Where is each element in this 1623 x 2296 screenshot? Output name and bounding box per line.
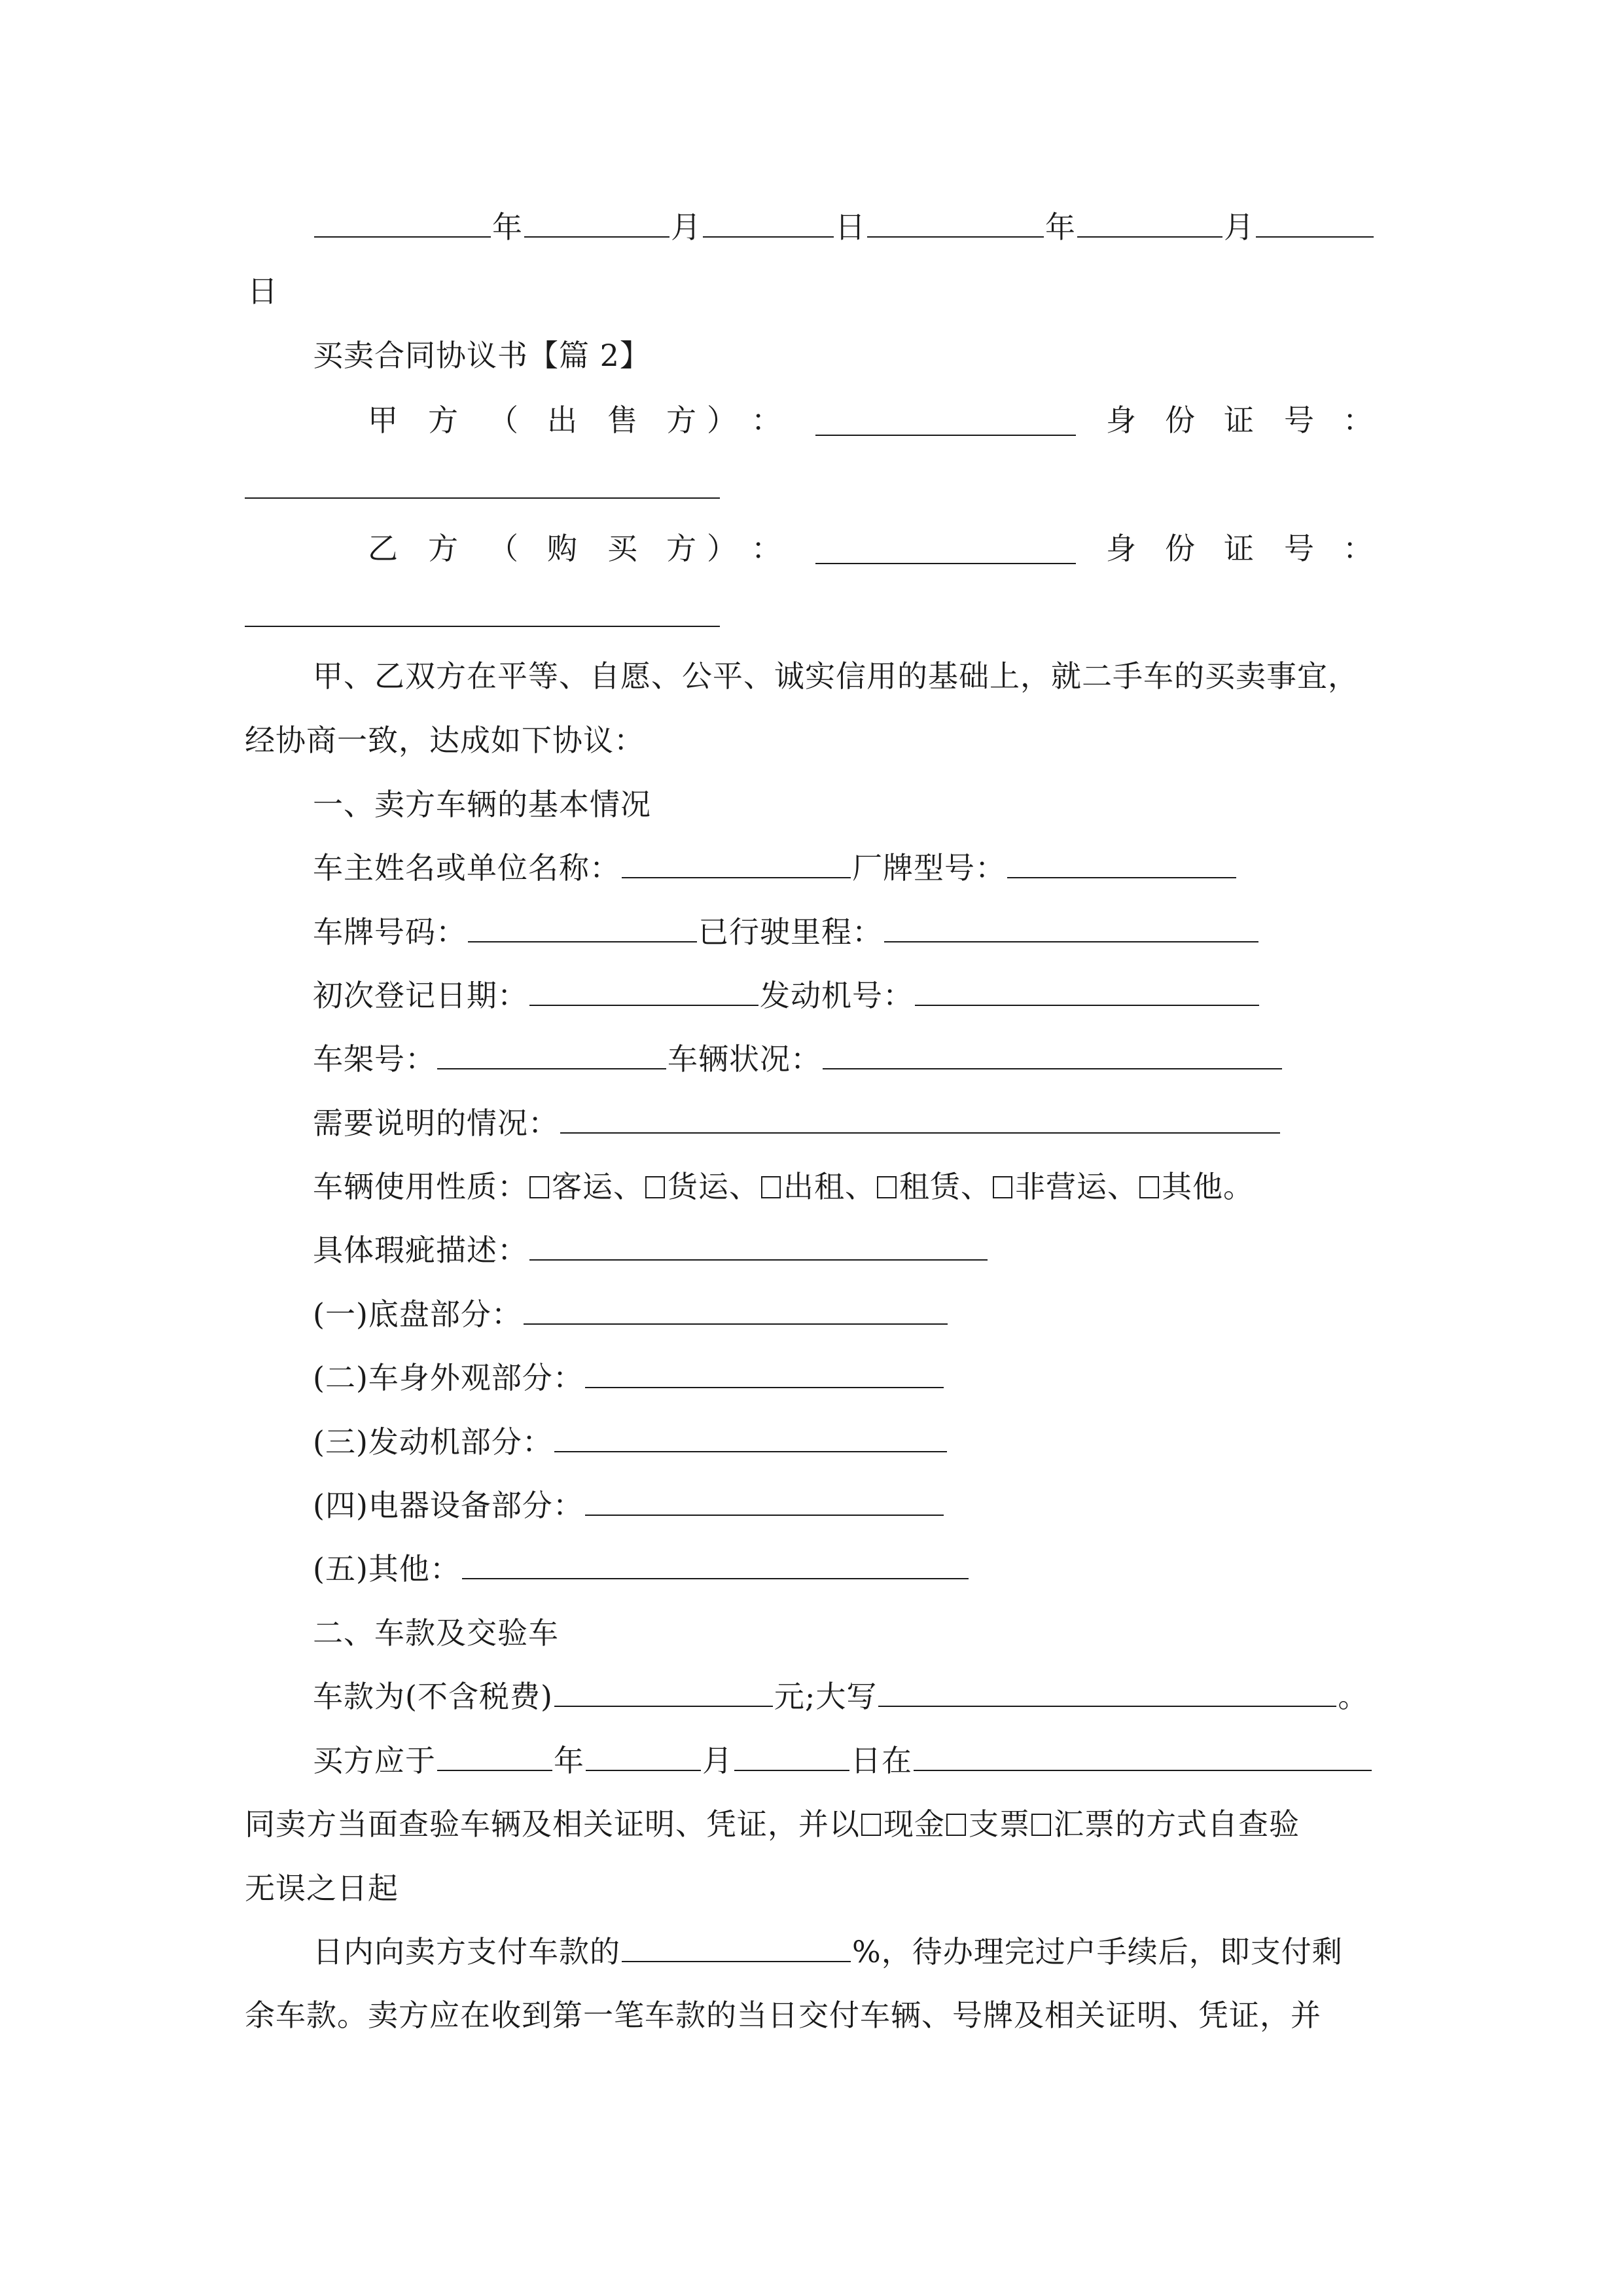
plate-mileage-row — [313, 906, 1260, 958]
inspection-method-row — [245, 1798, 1300, 1850]
checkbox-check[interactable] — [946, 1814, 966, 1836]
party-a-char: 号 — [1284, 403, 1314, 438]
electrical-blank[interactable] — [585, 1482, 944, 1516]
condition-blank[interactable] — [823, 1035, 1282, 1069]
year-label-2: 年 — [1045, 209, 1076, 245]
month-blank-2[interactable] — [1077, 204, 1222, 238]
mileage-blank[interactable] — [884, 908, 1258, 942]
defects-blank[interactable] — [529, 1227, 988, 1261]
part1-heading-text: 一、卖方车辆的基本情况 — [313, 787, 651, 822]
month-label: 月 — [702, 1743, 733, 1778]
inspect-place-blank[interactable] — [914, 1737, 1372, 1771]
part2-heading — [313, 1607, 559, 1659]
pay-cash-label: 现金 — [883, 1806, 945, 1842]
day-blank-1[interactable] — [703, 204, 834, 238]
owner-label: 车主姓名或单位名称： — [313, 850, 620, 886]
date-wrap-line — [247, 265, 278, 317]
separator: 、 — [1107, 1169, 1138, 1204]
party-b-char: 份 — [1165, 531, 1195, 566]
separator: 、 — [613, 1169, 644, 1204]
pay-draft-label: 汇票 — [1054, 1806, 1115, 1842]
party-b-id-blank[interactable] — [245, 626, 720, 627]
pay-text-1: 日内向卖方支付车款的 — [313, 1934, 620, 1969]
party-a-char: 方 — [428, 403, 458, 438]
party-a-char: 证 — [1224, 403, 1254, 438]
payment-row — [313, 1926, 1343, 1978]
plate-blank[interactable] — [468, 908, 697, 942]
checkbox-passenger[interactable] — [529, 1176, 549, 1198]
party-b-char: 方 — [428, 531, 458, 566]
intro-line-2 — [245, 714, 645, 766]
engine-no-blank[interactable] — [915, 972, 1259, 1006]
notes-row — [313, 1097, 1281, 1149]
separator: 、 — [845, 1169, 876, 1204]
model-label: 厂牌型号： — [852, 850, 1006, 886]
condition-label: 车辆状况： — [668, 1041, 821, 1077]
party-a-char: 甲 — [368, 403, 398, 438]
electrical-label: (四)电器设备部分： — [313, 1488, 584, 1523]
inspection-date-row — [313, 1734, 1373, 1787]
party-b-char: （ — [488, 531, 518, 566]
other-row — [313, 1543, 970, 1595]
frame-no-blank[interactable] — [437, 1035, 666, 1069]
checkbox-lease[interactable] — [877, 1176, 897, 1198]
party-b-char: ： — [1343, 531, 1373, 566]
engine-row — [313, 1416, 948, 1468]
body-blank[interactable] — [585, 1354, 944, 1388]
separator: 、 — [729, 1169, 760, 1204]
party-b-name-blank[interactable] — [815, 563, 1076, 564]
other-label: (五)其他： — [313, 1551, 461, 1587]
party-b-char: ： — [751, 531, 781, 566]
inspect-month-blank[interactable] — [586, 1737, 701, 1771]
usage-row — [313, 1160, 1254, 1213]
engine-label: (三)发动机部分： — [313, 1424, 553, 1460]
inspect-text-3: 无误之日起 — [245, 1871, 399, 1906]
part2-heading-text: 二、车款及交验车 — [313, 1615, 559, 1651]
model-blank[interactable] — [1007, 844, 1236, 878]
party-b-char: ） — [707, 531, 737, 566]
electrical-row — [313, 1479, 945, 1532]
usage-option-noncommercial: 非营运 — [1015, 1169, 1107, 1204]
period: 。 — [1223, 1169, 1254, 1204]
chassis-blank[interactable] — [524, 1291, 948, 1325]
day-at-label: 日在 — [851, 1743, 912, 1778]
engine-blank[interactable] — [554, 1418, 947, 1452]
other-blank[interactable] — [462, 1545, 969, 1579]
price-prefix: 车款为(不含税费) — [313, 1679, 553, 1714]
reg-date-label: 初次登记日期： — [313, 978, 528, 1013]
price-words-blank[interactable] — [878, 1673, 1336, 1707]
checkbox-draft[interactable] — [1031, 1814, 1051, 1836]
party-a-name-blank[interactable] — [815, 435, 1076, 436]
checkbox-noncommercial[interactable] — [993, 1176, 1012, 1198]
defects-row — [313, 1224, 989, 1276]
day-label-2: 日 — [247, 274, 278, 309]
party-a-char: 售 — [607, 403, 637, 438]
engine-no-label: 发动机号： — [760, 978, 914, 1013]
notes-blank[interactable] — [560, 1100, 1280, 1134]
party-a-char: 方 — [666, 403, 696, 438]
pay-text-2: %，待办理完过户手续后，即支付剩 — [852, 1934, 1343, 1969]
year-blank-2[interactable] — [867, 204, 1044, 238]
party-a-id-blank[interactable] — [245, 497, 720, 499]
party-a-char: 出 — [547, 403, 577, 438]
chassis-label: (一)底盘部分： — [313, 1297, 522, 1332]
mileage-label: 已行驶里程： — [698, 914, 883, 950]
party-b-char: 买 — [607, 531, 637, 566]
section-title-text: 买卖合同协议书【篇 2】 — [313, 338, 651, 373]
owner-model-row — [313, 842, 1238, 894]
day-label-1: 日 — [835, 209, 866, 245]
usage-label: 车辆使用性质： — [313, 1169, 528, 1204]
inspect-day-blank[interactable] — [734, 1737, 849, 1771]
party-a-char: 身 — [1106, 403, 1136, 438]
reg-date-blank[interactable] — [529, 972, 758, 1006]
day-blank-2[interactable] — [1256, 204, 1374, 238]
party-a-char: 份 — [1165, 403, 1195, 438]
usage-option-lease: 租赁 — [899, 1169, 961, 1204]
separator: 、 — [961, 1169, 991, 1204]
party-b-char: 方 — [666, 531, 696, 566]
month-label-2: 月 — [1224, 209, 1255, 245]
party-a-char: ： — [1343, 403, 1373, 438]
checkbox-taxi[interactable] — [761, 1176, 781, 1198]
notes-label: 需要说明的情况： — [313, 1105, 559, 1141]
defects-label: 具体瑕疵描述： — [313, 1232, 528, 1268]
plate-label: 车牌号码： — [313, 914, 467, 950]
date-signature-row — [313, 201, 1375, 253]
inspection-wrap-row — [245, 1862, 399, 1914]
party-b-char: 乙 — [368, 531, 398, 566]
pay-check-label: 支票 — [969, 1806, 1030, 1842]
body-label: (二)车身外观部分： — [313, 1360, 584, 1395]
month-label-1: 月 — [671, 209, 702, 245]
frame-no-label: 车架号： — [313, 1041, 436, 1077]
usage-option-taxi: 出租 — [783, 1169, 845, 1204]
party-b-char: 身 — [1106, 531, 1136, 566]
payment-wrap-row — [245, 1989, 1321, 2041]
checkbox-freight[interactable] — [645, 1176, 665, 1198]
checkbox-cash[interactable] — [861, 1814, 881, 1836]
party-b-char: 号 — [1284, 531, 1314, 566]
inspect-year-blank[interactable] — [437, 1737, 552, 1771]
chassis-row — [313, 1288, 949, 1340]
party-a-row — [0, 394, 1623, 446]
frame-condition-row — [313, 1033, 1283, 1085]
pay-percent-blank[interactable] — [622, 1928, 851, 1962]
party-b-row — [0, 522, 1623, 575]
usage-option-freight: 货运 — [668, 1169, 729, 1204]
party-b-char: 证 — [1224, 531, 1254, 566]
year-blank-1[interactable] — [314, 204, 491, 238]
pay-text-3: 余车款。卖方应在收到第一笔车款的当日交付车辆、号牌及相关证明、凭证，并 — [245, 1998, 1321, 2033]
usage-option-passenger: 客运 — [552, 1169, 613, 1204]
owner-blank[interactable] — [622, 844, 851, 878]
intro-text-2: 经协商一致，达成如下协议： — [245, 723, 645, 758]
month-blank-1[interactable] — [524, 204, 669, 238]
party-b-char: 购 — [547, 531, 577, 566]
period: 。 — [1338, 1679, 1369, 1714]
checkbox-other[interactable] — [1139, 1176, 1159, 1198]
section-title — [313, 329, 651, 382]
party-a-char: ） — [707, 403, 737, 438]
inspect-text-1: 同卖方当面查验车辆及相关证明、凭证，并以 — [245, 1806, 860, 1842]
price-amount-blank[interactable] — [554, 1673, 773, 1707]
body-row — [313, 1352, 945, 1404]
buyer-prefix: 买方应于 — [313, 1743, 436, 1778]
year-label: 年 — [554, 1743, 584, 1778]
party-a-char: （ — [488, 403, 518, 438]
usage-option-other: 其他 — [1162, 1169, 1223, 1204]
intro-line-1 — [313, 650, 1359, 702]
party-a-char: ： — [751, 403, 781, 438]
regdate-engine-row — [313, 969, 1260, 1022]
inspect-text-2: 的方式自查验 — [1115, 1806, 1300, 1842]
year-label-1: 年 — [492, 209, 523, 245]
intro-text-1: 甲、乙双方在平等、自愿、公平、诚实信用的基础上，就二手车的买卖事宜， — [313, 658, 1359, 694]
part1-heading — [313, 778, 651, 831]
price-row — [313, 1670, 1368, 1723]
price-unit: 元;大写 — [774, 1679, 878, 1714]
